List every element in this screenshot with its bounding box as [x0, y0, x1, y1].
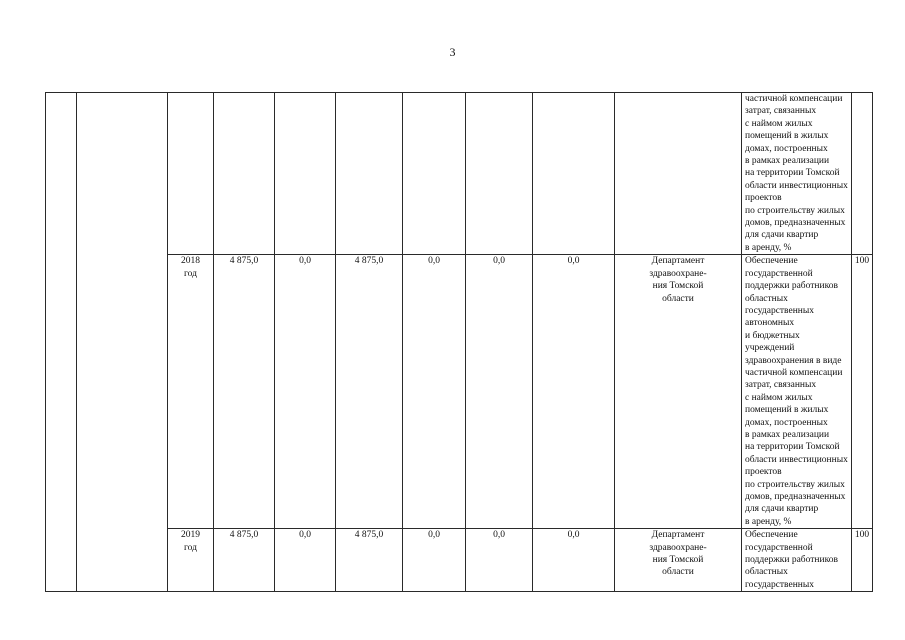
- text-line: ния Томской: [652, 281, 704, 292]
- page-number: 3: [449, 45, 456, 59]
- cell-task: [77, 93, 168, 592]
- cell-indicator: [742, 93, 852, 255]
- text-line: по строительству жилых: [745, 205, 845, 216]
- text-line: областных: [745, 567, 788, 578]
- cell-indicator: [742, 529, 852, 592]
- text-line: 2019: [181, 530, 200, 541]
- text-line: по строительству жилых: [745, 479, 845, 490]
- cell-local: 0,0: [403, 255, 466, 529]
- cell-federal: 0,0: [275, 529, 336, 592]
- cell-indicator: [742, 255, 852, 529]
- text-line: проектов: [745, 193, 782, 204]
- text-line: домов, предназначенных: [745, 218, 846, 229]
- text-line: государственной: [745, 542, 813, 553]
- text-line: области: [662, 293, 694, 304]
- text-line: для сдачи квартир: [745, 504, 819, 515]
- text-line: поддержки работников: [745, 555, 838, 566]
- text-line: здравоохране-: [649, 542, 707, 553]
- text-line: государственных: [745, 579, 815, 590]
- table-row: [46, 93, 873, 255]
- program-table: [45, 92, 873, 592]
- cell-federal: 0,0: [275, 255, 336, 529]
- text-line: в аренду, %: [745, 242, 792, 253]
- cell-extra: 0,0: [533, 255, 615, 529]
- text-line: Обеспечение: [745, 256, 798, 267]
- table-row: [46, 255, 873, 529]
- text-line: Обеспечение: [745, 530, 798, 541]
- text-line: затрат, связанных: [745, 380, 817, 391]
- cell-total: [214, 93, 275, 255]
- text-line: государственной: [745, 268, 813, 279]
- cell-other: 0,0: [466, 529, 533, 592]
- text-line: с наймом жилых: [745, 392, 813, 403]
- text-line: домах, построенных: [745, 417, 828, 428]
- text-line: домов, предназначенных: [745, 492, 846, 502]
- text-line: в аренду, %: [745, 516, 792, 527]
- text-line: на территории Томской: [745, 168, 840, 179]
- text-line: области инвестиционных: [745, 180, 848, 191]
- cell-department: [615, 93, 742, 255]
- cell-year: [168, 255, 214, 529]
- text-line: государственных: [745, 305, 815, 316]
- text-line: с наймом жилых: [745, 118, 813, 129]
- text-line: здравоохранения в виде: [745, 355, 842, 366]
- text-line: частичной компенсации: [745, 367, 843, 378]
- text-line: областных: [745, 293, 788, 304]
- text-line: домах, построенных: [745, 143, 828, 154]
- cell-number: [46, 93, 77, 592]
- cell-other: 0,0: [466, 255, 533, 529]
- cell-local: [403, 93, 466, 255]
- text-line: частичной компенсации: [745, 94, 843, 104]
- cell-other: [466, 93, 533, 255]
- text-line: автономных: [745, 318, 795, 329]
- cell-total: 4 875,0: [214, 255, 275, 529]
- text-line: помещений в жилых: [745, 405, 829, 416]
- cell-target: 100: [851, 529, 872, 592]
- cell-federal: [275, 93, 336, 255]
- cell-target: [851, 93, 872, 255]
- text-line: ния Томской: [652, 555, 704, 566]
- cell-target: 100: [851, 255, 872, 529]
- text-line: 2018: [181, 256, 200, 267]
- cell-local: 0,0: [403, 529, 466, 592]
- cell-year: [168, 529, 214, 592]
- cell-total: 4 875,0: [214, 529, 275, 592]
- cell-department: [615, 529, 742, 592]
- cell-extra: 0,0: [533, 529, 615, 592]
- text-line: для сдачи квартир: [745, 230, 819, 241]
- text-line: помещений в жилых: [745, 131, 829, 142]
- table-row: [46, 529, 873, 592]
- cell-regional: [336, 93, 403, 255]
- text-line: учреждений: [745, 343, 795, 354]
- text-line: в рамках реализации: [745, 429, 830, 440]
- cell-extra: [533, 93, 615, 255]
- text-line: здравоохране-: [649, 268, 707, 279]
- text-line: поддержки работников: [745, 281, 838, 292]
- text-line: области: [662, 567, 694, 578]
- text-line: Департамент: [651, 256, 705, 267]
- cell-department: [615, 255, 742, 529]
- text-line: Департамент: [651, 530, 705, 541]
- text-line: области инвестиционных: [745, 454, 848, 465]
- text-line: год: [184, 268, 197, 279]
- cell-regional: 4 875,0: [336, 255, 403, 529]
- text-line: год: [184, 542, 197, 553]
- text-line: и бюджетных: [745, 330, 800, 341]
- cell-year: [168, 93, 214, 255]
- cell-regional: 4 875,0: [336, 529, 403, 592]
- text-line: затрат, связанных: [745, 106, 817, 117]
- text-line: в рамках реализации: [745, 156, 830, 167]
- text-line: на территории Томской: [745, 442, 840, 453]
- text-line: проектов: [745, 467, 782, 478]
